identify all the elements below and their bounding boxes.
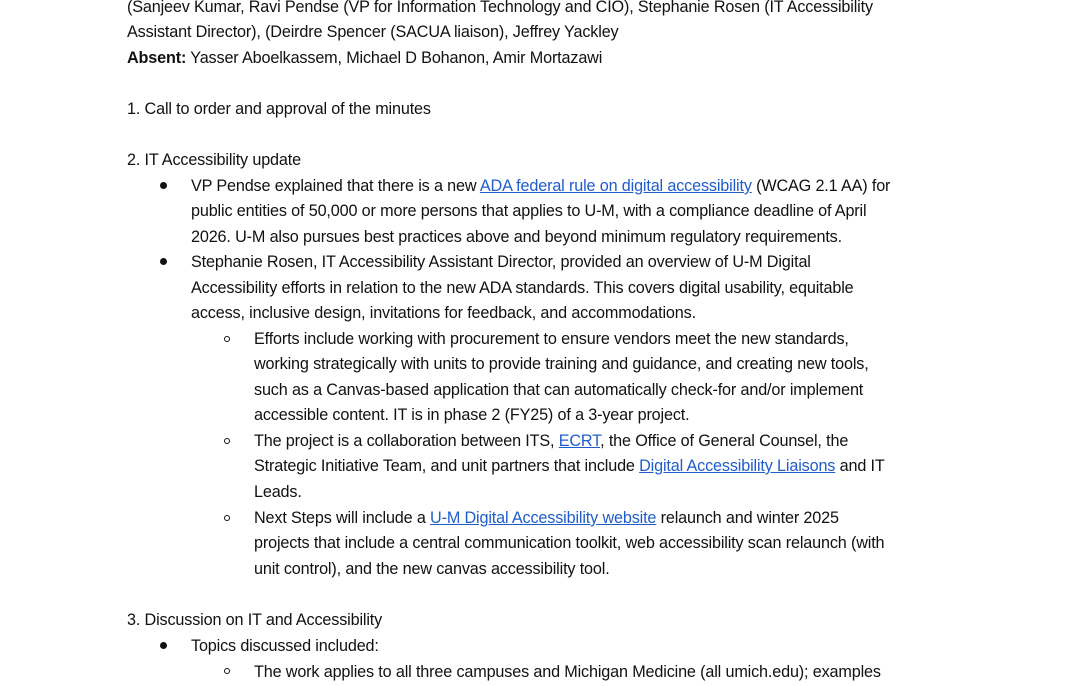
item2-bullet2-line1: Stephanie Rosen, IT Accessibility Assistant Director, provided an overview of U-M Digital: [191, 253, 811, 271]
item2-sub3-line2: projects that include a central communication toolkit, web accessibility scan relaunch (with: [254, 534, 885, 552]
bullet-icon: [160, 182, 167, 189]
item2-sub1-line1: Efforts include working with procurement to ensure vendors meet the new standards,: [254, 330, 849, 348]
item2-sub2-line1: [254, 429, 848, 455]
attendees-line-2: Assistant Director), (Deirdre Spencer (SACUA liaison), Jeffrey Yackley: [127, 23, 619, 41]
bullet-icon: [160, 258, 167, 265]
text: , the Office of General Counsel, the: [600, 432, 849, 450]
item2-sub2-line2: [254, 454, 885, 480]
item2-sub1-line3: such as a Canvas-based application that can automatically check-for and/or implement: [254, 381, 864, 399]
absent-names: Yasser Aboelkassem, Michael D Bohanon, Amir Mortazawi: [186, 49, 603, 67]
agenda-item-3-heading: 3. Discussion on IT and Accessibility: [127, 611, 383, 629]
text: relaunch and winter 2025: [656, 509, 839, 527]
item2-bullet2-line2: Accessibility efforts in relation to the new ADA standards. This covers digital usability, equitable: [191, 279, 854, 297]
um-digital-accessibility-website-link[interactable]: U-M Digital Accessibility website: [430, 509, 657, 527]
attendees-line-1: (Sanjeev Kumar, Ravi Pendse (VP for Information Technology and CIO), Stephanie Rosen (IT Accessibility: [127, 0, 873, 16]
item2-bullet1-line2: public entities of 50,000 or more persons that applies to U-M, with a compliance deadline of April: [191, 202, 867, 220]
sub-bullet-icon: [224, 336, 230, 342]
item3-bullet1: Topics discussed included:: [191, 637, 379, 655]
absent-line: [127, 46, 602, 72]
text: VP Pendse explained that there is a new: [191, 177, 480, 195]
agenda-item-2-heading: 2. IT Accessibility update: [127, 151, 301, 169]
item2-sub1-line4: accessible content. IT is in phase 2 (FY25) of a 3-year project.: [254, 406, 690, 424]
sub-bullet-icon: [224, 668, 230, 674]
item2-sub3-line3: unit control), and the new canvas accessibility tool.: [254, 560, 610, 578]
item2-sub2-line3: Leads.: [254, 483, 302, 501]
item2-sub3-line1: [254, 506, 839, 532]
item2-bullet1-line3: 2026. U-M also pursues best practices above and beyond minimum regulatory requirements.: [191, 228, 842, 246]
sub-bullet-icon: [224, 438, 230, 444]
ecrt-link[interactable]: ECRT: [558, 432, 601, 450]
item2-sub1-line2: working strategically with units to provide training and guidance, and creating new tools,: [254, 355, 869, 373]
sub-bullet-icon: [224, 515, 230, 521]
ada-rule-link[interactable]: ADA federal rule on digital accessibility: [479, 177, 752, 195]
item3-sub1-partial: The work applies to all three campuses and Michigan Medicine (all umich.edu); examples: [254, 663, 881, 681]
digital-accessibility-liaisons-link[interactable]: Digital Accessibility Liaisons: [639, 457, 836, 475]
text: The project is a collaboration between ITS,: [254, 432, 559, 450]
text: and IT: [835, 457, 885, 475]
item2-bullet1-line1: [191, 174, 890, 200]
absent-label: Absent:: [127, 49, 187, 67]
bullet-icon: [160, 642, 167, 649]
text: (WCAG 2.1 AA) for: [751, 177, 891, 195]
text: Strategic Initiative Team, and unit partners that include: [254, 457, 640, 475]
text: Next Steps will include a: [254, 509, 431, 527]
agenda-item-1: 1. Call to order and approval of the minutes: [127, 100, 431, 118]
item2-bullet2-line3: access, inclusive design, invitations for feedback, and accommodations.: [191, 304, 696, 322]
